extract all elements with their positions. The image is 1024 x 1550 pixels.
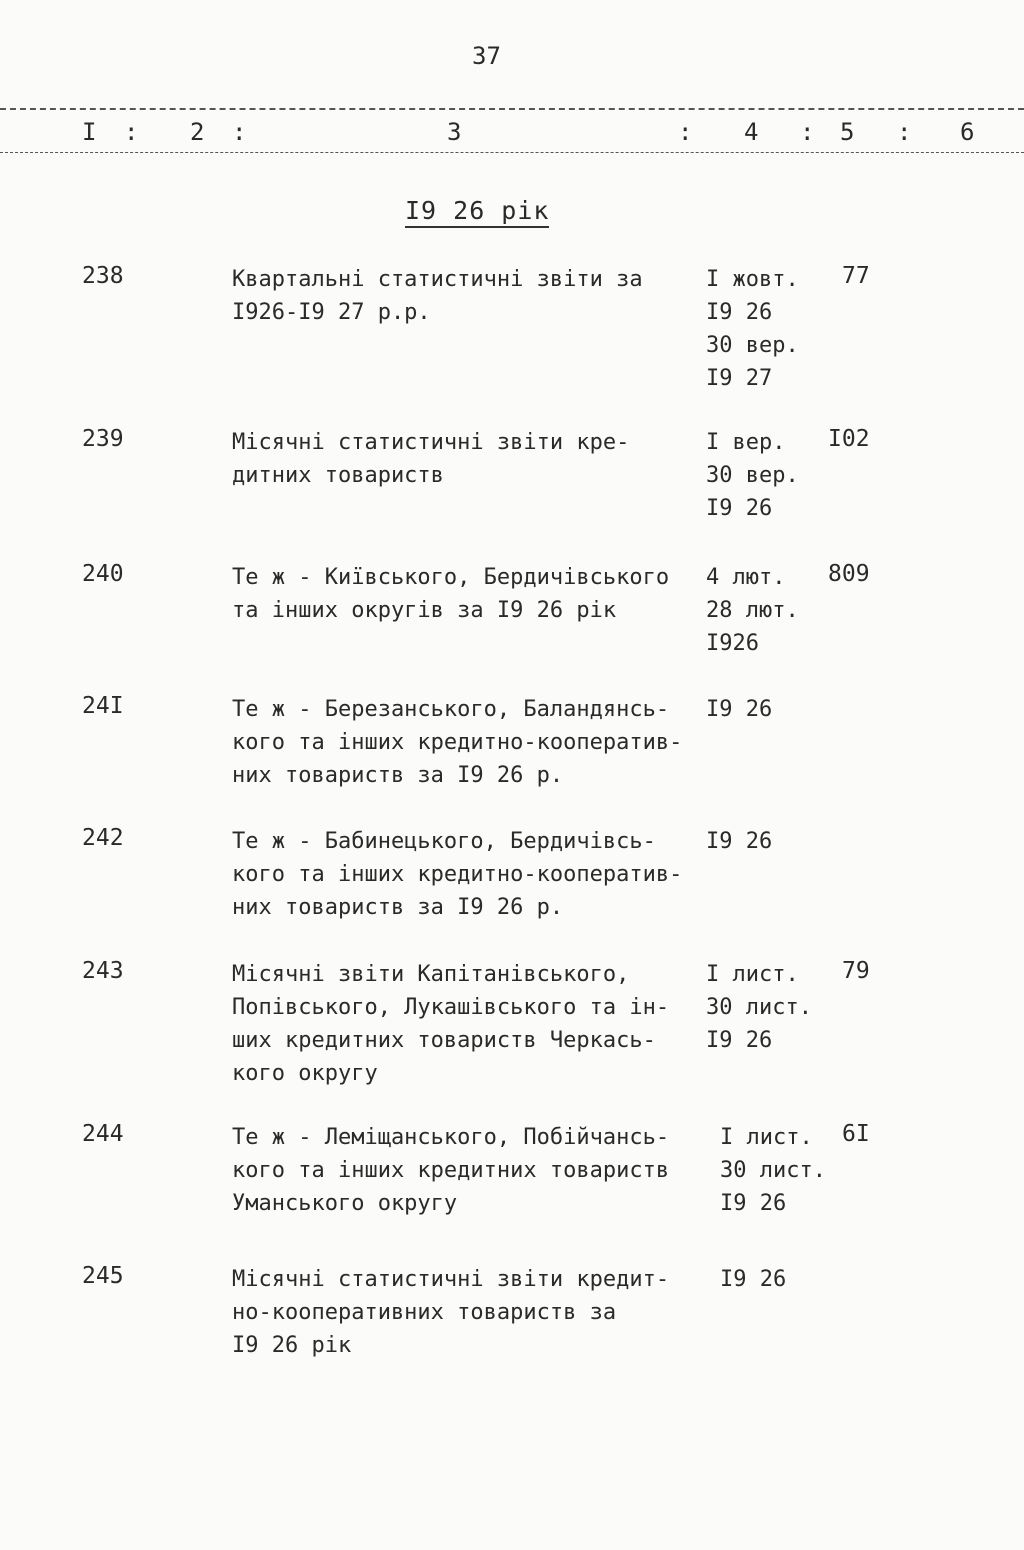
entry-title-line: Попівського, Лукашівського та ін- — [232, 995, 670, 1020]
entry-date-line: I9 26 — [720, 1267, 787, 1292]
entry-sheet-count: 809 — [828, 561, 870, 587]
entry-title — [232, 561, 702, 627]
entry-date-line: I лист. — [720, 1125, 813, 1150]
entry-title — [232, 825, 702, 924]
entry-number: 245 — [82, 1263, 124, 1289]
column-header-separator: : — [124, 118, 139, 146]
entry-number: 239 — [82, 426, 124, 452]
entry-number: 242 — [82, 825, 124, 851]
entry-dates — [706, 958, 812, 1057]
entry-dates — [706, 561, 799, 660]
entry-title-line: кого та інших кредитно-кооператив- — [232, 862, 683, 887]
entry-number: 244 — [82, 1121, 124, 1147]
entry-date-line: I9 26 — [706, 496, 773, 521]
entry-title-line: Те ж - Березанського, Баландянсь- — [232, 697, 670, 722]
entry-date-line: I926 — [706, 631, 759, 656]
entry-title-line: I926-I9 27 р.р. — [232, 300, 431, 325]
entry-title-line: Те ж - Бабинецького, Бердичівсь- — [232, 829, 656, 854]
entry-title-line: кого та інших кредитних товариств — [232, 1158, 670, 1183]
entry-date-line: 30 вер. — [706, 463, 799, 488]
header-rule-bottom — [0, 152, 1024, 153]
entry-title-line: них товариств за I9 26 р. — [232, 895, 564, 920]
entry-dates — [720, 1263, 786, 1296]
entry-date-line: I9 26 — [706, 829, 773, 854]
entry-number: 238 — [82, 263, 124, 289]
entry-title-line: дитних товариств — [232, 463, 444, 488]
entry-dates — [706, 426, 799, 525]
column-header-1: I — [82, 118, 97, 146]
entry-dates — [706, 825, 772, 858]
entry-title-line: ших кредитних товариств Черкась- — [232, 1028, 656, 1053]
entry-date-line: 4 лют. — [706, 565, 786, 590]
column-header-5: 5 — [840, 118, 855, 146]
entry-sheet-count: 6I — [842, 1121, 870, 1147]
page-number: 37 — [472, 42, 501, 70]
entry-date-line: 30 лист. — [720, 1158, 826, 1183]
entry-title-line: Місячні звіти Капітанівського, — [232, 962, 630, 987]
entry-number: 243 — [82, 958, 124, 984]
entry-dates — [720, 1121, 826, 1220]
entry-title-line: Те ж - Леміщанського, Побійчансь- — [232, 1125, 670, 1150]
entry-title — [232, 1263, 702, 1362]
entry-date-line: I вер. — [706, 430, 786, 455]
entry-number: 240 — [82, 561, 124, 587]
entry-title-line: I9 26 рік — [232, 1333, 352, 1358]
column-header-separator: : — [800, 118, 815, 146]
entry-title-line: кого та інших кредитно-кооператив- — [232, 730, 683, 755]
column-header-4: 4 — [744, 118, 759, 146]
header-rule-top — [0, 108, 1024, 110]
section-title: I9 26 рік — [405, 196, 549, 228]
entry-sheet-count: I02 — [828, 426, 870, 452]
column-header-3: 3 — [447, 118, 462, 146]
entry-date-line: I9 27 — [706, 366, 773, 391]
entry-dates — [706, 693, 772, 726]
entry-title — [232, 426, 702, 492]
entry-title-line: та інших округів за I9 26 рік — [232, 598, 617, 623]
entry-dates — [706, 263, 799, 395]
entry-title — [232, 263, 702, 329]
entry-title-line: Місячні статистичні звіти кре- — [232, 430, 630, 455]
entry-date-line: I9 26 — [706, 300, 773, 325]
column-header-separator: : — [897, 118, 912, 146]
entry-title-line: кого округу — [232, 1061, 378, 1086]
entry-date-line: I9 26 — [706, 1028, 773, 1053]
entry-title-line: Місячні статистичні звіти кредит- — [232, 1267, 670, 1292]
entry-date-line: 28 лют. — [706, 598, 799, 623]
entry-title — [232, 693, 702, 792]
entry-date-line: 30 вер. — [706, 333, 799, 358]
entry-number: 24I — [82, 693, 124, 719]
entry-date-line: I лист. — [706, 962, 799, 987]
column-header-6: 6 — [960, 118, 975, 146]
entry-title — [232, 1121, 702, 1220]
entry-title — [232, 958, 702, 1090]
column-header-2: 2 — [190, 118, 205, 146]
entry-title-line: Квартальні статистичні звіти за — [232, 267, 643, 292]
entry-date-line: I жовт. — [706, 267, 799, 292]
entry-date-line: I9 26 — [720, 1191, 787, 1216]
column-header-separator: : — [232, 118, 247, 146]
entry-title-line: Те ж - Київського, Бердичівського — [232, 565, 670, 590]
entry-title-line: но-кооперативних товариств за — [232, 1300, 617, 1325]
entry-title-line: Уманського округу — [232, 1191, 458, 1216]
entry-date-line: 30 лист. — [706, 995, 812, 1020]
column-header-separator: : — [678, 118, 693, 146]
entry-title-line: них товариств за I9 26 р. — [232, 763, 564, 788]
entry-date-line: I9 26 — [706, 697, 773, 722]
entry-sheet-count: 79 — [842, 958, 870, 984]
entry-sheet-count: 77 — [842, 263, 870, 289]
